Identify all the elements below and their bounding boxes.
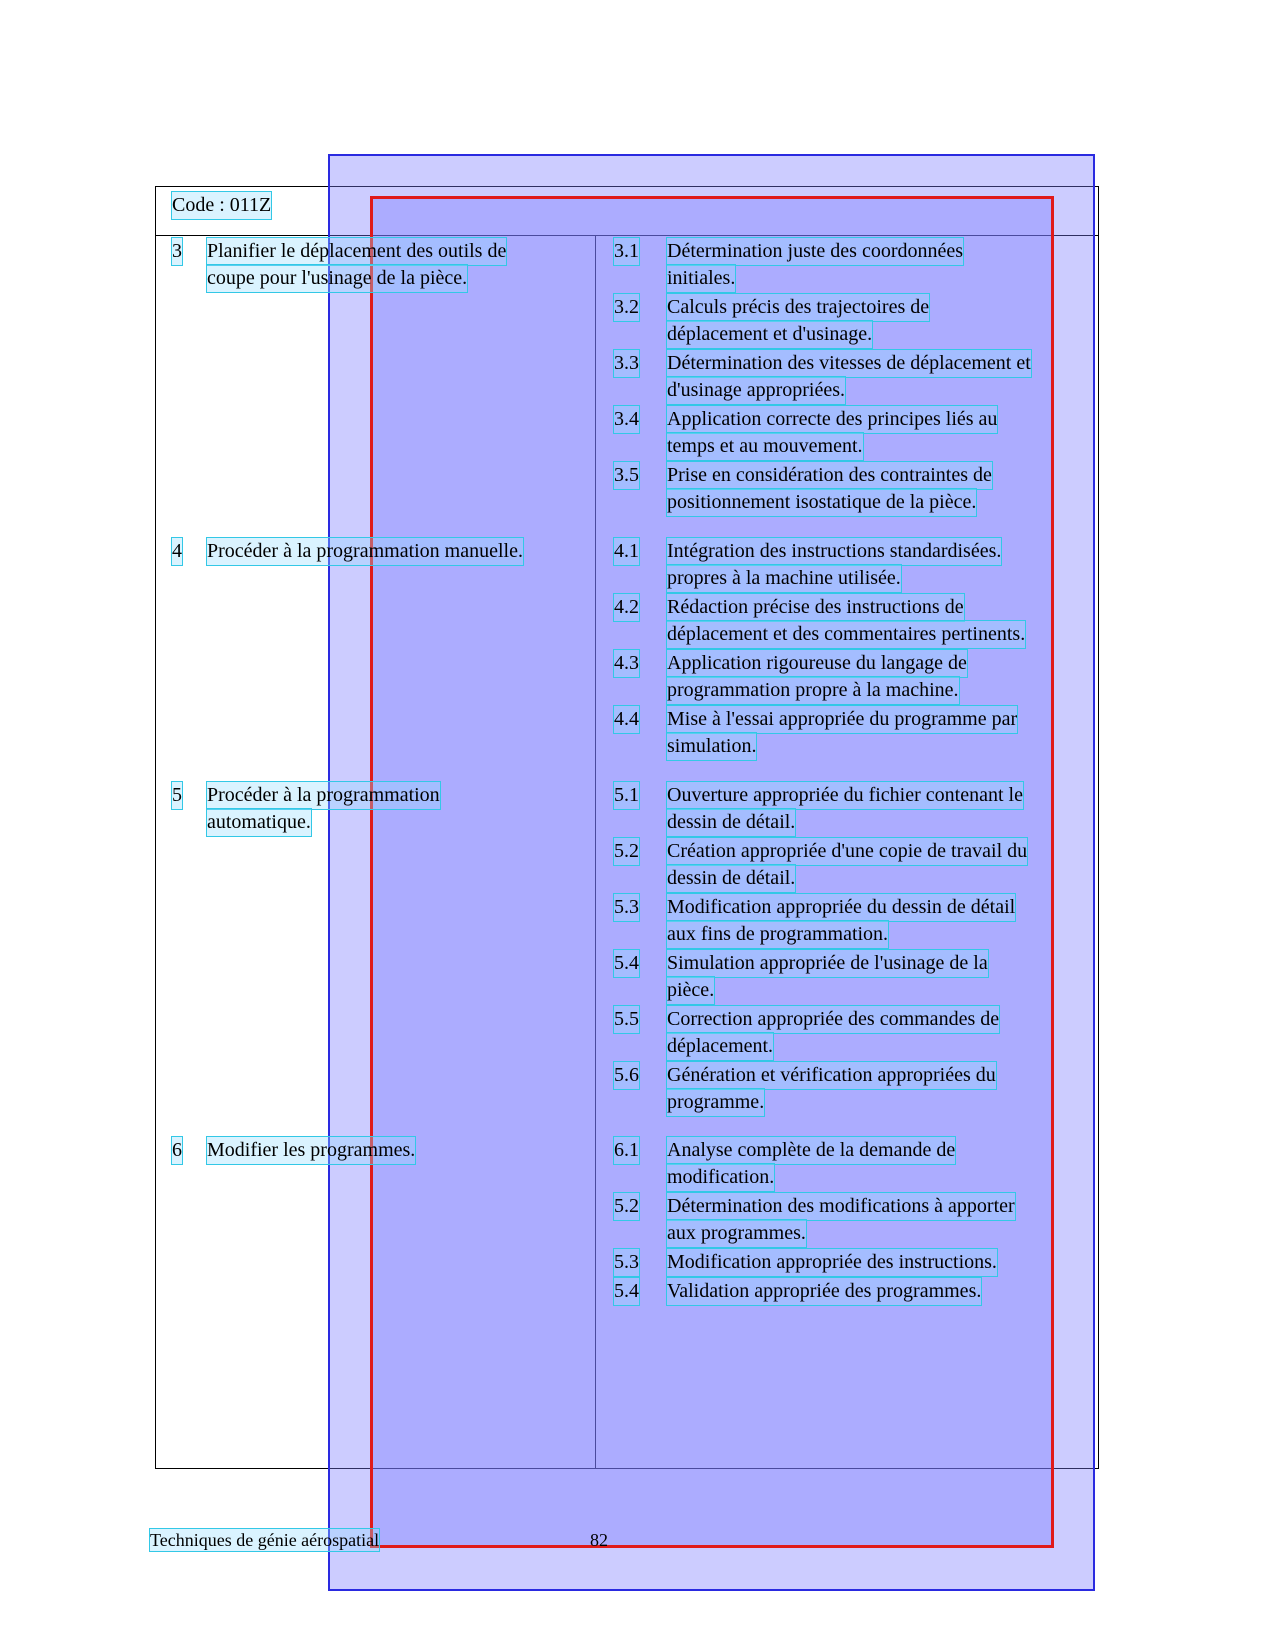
criterion-number: 3.3 <box>614 350 639 377</box>
competency-statement-line: automatique. <box>207 809 311 836</box>
criterion-text-line: déplacement et d'usinage. <box>667 321 872 348</box>
criterion-number: 5.1 <box>614 782 639 809</box>
criterion-text-line: Détermination des vitesses de déplacement et <box>667 350 1031 377</box>
competency-statement-line: coupe pour l'usinage de la pièce. <box>207 265 467 292</box>
criterion-text-line: aux programmes. <box>667 1220 806 1247</box>
criterion-number: 3.4 <box>614 406 639 433</box>
criterion-text-line: propres à la machine utilisée. <box>667 565 901 592</box>
criterion-text-line: Modification appropriée des instructions. <box>667 1249 997 1276</box>
criterion-text-line: Intégration des instructions standardisées. <box>667 538 1001 565</box>
criterion-number: 3.1 <box>614 238 639 265</box>
criterion-number: 5.2 <box>614 1193 639 1220</box>
criterion-number: 5.5 <box>614 1006 639 1033</box>
criterion-text-line: dessin de détail. <box>667 809 795 836</box>
criterion-text-line: positionnement isostatique de la pièce. <box>667 489 976 516</box>
criterion-text-line: Mise à l'essai appropriée du programme par <box>667 706 1017 733</box>
criterion-text-line: Simulation appropriée de l'usinage de la <box>667 950 988 977</box>
criterion-number: 3.5 <box>614 462 639 489</box>
criterion-number: 3.2 <box>614 294 639 321</box>
criterion-text-line: programme. <box>667 1089 764 1116</box>
criterion-number: 4.3 <box>614 650 639 677</box>
criterion-number: 6.1 <box>614 1137 639 1164</box>
criterion-text-line: Application correcte des principes liés au <box>667 406 997 433</box>
criterion-text-line: pièce. <box>667 977 714 1004</box>
criterion-text-line: programmation propre à la machine. <box>667 677 959 704</box>
criterion-text-line: déplacement et des commentaires pertinents. <box>667 621 1025 648</box>
criterion-text-line: Détermination juste des coordonnées <box>667 238 963 265</box>
criterion-text-line: Rédaction précise des instructions de <box>667 594 964 621</box>
criterion-text-line: Validation appropriée des programmes. <box>667 1278 981 1305</box>
competency-statement-line: Planifier le déplacement des outils de <box>207 238 506 265</box>
criterion-text-line: Ouverture appropriée du fichier contenant le <box>667 782 1023 809</box>
criterion-text-line: Calculs précis des trajectoires de <box>667 294 929 321</box>
criterion-text-line: simulation. <box>667 733 756 760</box>
criterion-text-line: modification. <box>667 1164 774 1191</box>
criterion-number: 5.3 <box>614 1249 639 1276</box>
criterion-number: 5.4 <box>614 1278 639 1305</box>
criterion-text-line: Création appropriée d'une copie de travail du <box>667 838 1027 865</box>
footer-program-title: Techniques de génie aérospatial <box>150 1530 380 1550</box>
criterion-text-line: dessin de détail. <box>667 865 795 892</box>
competency-statement-line: Modifier les programmes. <box>207 1137 415 1164</box>
criterion-number: 4.1 <box>614 538 639 565</box>
criterion-number: 4.2 <box>614 594 639 621</box>
competency-number: 4 <box>172 538 182 565</box>
criterion-text-line: Prise en considération des contraintes de <box>667 462 992 489</box>
competency-number: 6 <box>172 1137 182 1164</box>
criterion-text-line: d'usinage appropriées. <box>667 377 845 404</box>
competency-statement-line: Procéder à la programmation <box>207 782 440 809</box>
criterion-number: 5.6 <box>614 1062 639 1089</box>
criterion-text-line: Correction appropriée des commandes de <box>667 1006 999 1033</box>
criterion-text-line: initiales. <box>667 265 735 292</box>
criterion-text-line: temps et au mouvement. <box>667 433 863 460</box>
competency-statement-line: Procéder à la programmation manuelle. <box>207 538 523 565</box>
criterion-text-line: Génération et vérification appropriées du <box>667 1062 996 1089</box>
criterion-text-line: aux fins de programmation. <box>667 921 888 948</box>
criterion-text-line: Détermination des modifications à apporter <box>667 1193 1015 1220</box>
criterion-text-line: Application rigoureuse du langage de <box>667 650 967 677</box>
competency-number: 3 <box>172 238 182 265</box>
program-code: Code : 011Z <box>172 192 271 219</box>
criterion-number: 5.2 <box>614 838 639 865</box>
criterion-text-line: déplacement. <box>667 1033 773 1060</box>
criterion-number: 5.3 <box>614 894 639 921</box>
footer-page-number: 82 <box>590 1530 608 1550</box>
criterion-number: 5.4 <box>614 950 639 977</box>
criterion-text-line: Analyse complète de la demande de <box>667 1137 955 1164</box>
criterion-text-line: Modification appropriée du dessin de détail <box>667 894 1015 921</box>
competency-number: 5 <box>172 782 182 809</box>
criterion-number: 4.4 <box>614 706 639 733</box>
